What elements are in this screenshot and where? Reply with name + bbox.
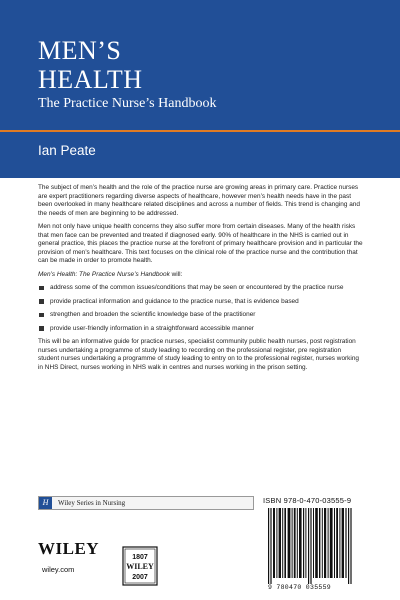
bicentennial-logo xyxy=(122,546,158,586)
blurb-paragraph-1: The subject of men’s health and the role of the practice nurse are growing areas in primary care. Practice nurses are expert practitioners regarding diverse aspects of healthcare, however men’s health needs have in the past been overlooked in many healthcare related disciplines and across a number of fields. This trend is changing and the needs of men are beginning to be addressed. xyxy=(38,184,360,217)
bullet-square-icon xyxy=(39,299,44,304)
bullet-list xyxy=(38,284,363,333)
lead-book-title: Men’s Health: The Practice Nurse’s Handbook xyxy=(38,270,170,278)
blurb-paragraph-2: Men not only have unique health concerns they also suffer more from certain diseases. Many of the health risks that men face can be prevented and treated if diagnosed early. 90% of healthcare in the NHS is carried out in general practice, this places the practice nurse at the forefront of primary healthcare provision and in particular the provision of men’s healthcare. This text focuses on the clinical role of the practice nurse and the contribution that can be made in order to promote health. xyxy=(38,223,363,264)
blurb xyxy=(38,184,363,377)
series-banner xyxy=(38,496,254,510)
bullet-text: provide practical information and guidance to the practice nurse, that is evidence based xyxy=(50,297,299,305)
barcode-icon xyxy=(268,508,354,584)
bullet-square-icon xyxy=(39,313,44,318)
bicentennial-end-year: 2007 xyxy=(132,574,148,581)
blurb-lead xyxy=(38,271,363,280)
publisher-url: wiley.com xyxy=(42,565,75,574)
series-name: Wiley Series in Nursing xyxy=(58,499,126,507)
book-subtitle: The Practice Nurse’s Handbook xyxy=(38,96,217,111)
header-band xyxy=(0,0,400,178)
publisher-logo xyxy=(38,539,108,579)
bullet-item xyxy=(38,325,363,334)
bullet-square-icon xyxy=(39,326,44,331)
bicentennial-name: WILEY xyxy=(126,562,154,571)
series-logo-icon: H xyxy=(39,497,52,509)
title-line-1: MEN’S xyxy=(38,36,122,65)
bullet-text: address some of the common issues/conditions that may be seen or encountered by the practice nurse xyxy=(50,284,344,291)
bullet-text: provide user-friendly information in a straightforward accessible manner xyxy=(50,324,254,332)
author-name: Ian Peate xyxy=(38,143,96,158)
bullet-item xyxy=(38,298,363,307)
lead-suffix: will: xyxy=(169,270,183,278)
bicentennial-start-year: 1807 xyxy=(132,554,148,561)
blurb-paragraph-3: This will be an informative guide for practice nurses, specialist community public health nurses, post registration nurses undertaking a programme of study leading to recording on the professional register, pre registration student nurses undertaking a programme of study leading to entry on to the professional register, nurses working in NHS Direct, nurses working in NHS walk in centres and nurses working in the prison setting. xyxy=(38,338,359,371)
isbn-number: ISBN 978-0-470-03555-9 xyxy=(263,496,352,505)
book-title xyxy=(38,36,143,94)
bullet-text: strengthen and broaden the scientific knowledge base of the practitioner xyxy=(50,311,256,318)
publisher-name: WILEY xyxy=(38,539,100,558)
barcode-digits: 9 780470 035559 xyxy=(268,584,332,591)
bullet-item xyxy=(38,311,363,320)
isbn-barcode-block xyxy=(262,494,360,598)
divider-rule xyxy=(0,130,400,132)
bullet-square-icon xyxy=(39,286,44,291)
bullet-item xyxy=(38,284,363,293)
title-line-2: HEALTH xyxy=(38,65,143,94)
